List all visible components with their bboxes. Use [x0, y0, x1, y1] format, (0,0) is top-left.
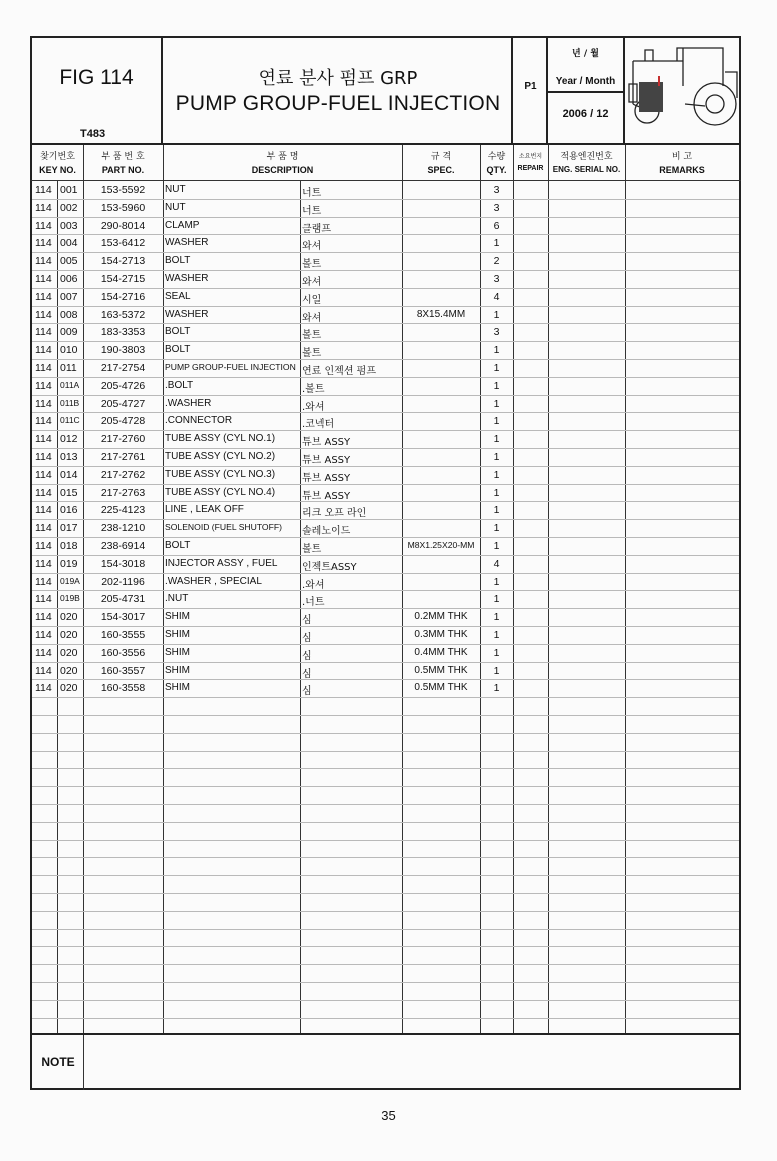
title-korean: 연료 분사 펌프 GRP [258, 68, 418, 89]
key-sub-cell: 019A [60, 575, 80, 586]
part-no-cell: 160-3558 [100, 682, 146, 695]
key-no-cell: 114 [35, 237, 52, 250]
part-no-cell: 205-4726 [100, 379, 146, 392]
part-no-cell: 160-3556 [100, 646, 146, 659]
table-row [32, 679, 739, 697]
quantity-cell: 1 [493, 646, 500, 659]
key-no-cell: 114 [35, 611, 52, 624]
grid-hline [32, 964, 739, 965]
description-cell: .NUT [165, 593, 189, 605]
title-cell [163, 36, 513, 144]
key-no-cell: 114 [35, 575, 52, 588]
key-no-cell: 114 [35, 273, 52, 285]
key-no-cell: 114 [35, 504, 52, 517]
description-kr-cell: 심 [302, 668, 312, 680]
key-sub-cell: 020 [60, 629, 78, 641]
quantity-cell: 1 [493, 682, 500, 695]
table-row [32, 323, 739, 341]
description-cell: WASHER [165, 273, 209, 284]
quantity-cell: 3 [493, 326, 500, 339]
key-sub-cell: 010 [60, 344, 78, 357]
key-sub-cell: 005 [60, 255, 78, 268]
figure-cell [30, 36, 163, 144]
key-no-cell: 114 [35, 326, 52, 339]
note-section [32, 1033, 739, 1090]
quantity-cell: 3 [493, 201, 500, 214]
description-kr-cell: 와셔 [302, 277, 322, 288]
description-kr-cell: 볼트 [302, 330, 322, 342]
part-no-cell: 217-2763 [100, 486, 146, 499]
description-cell: PUMP GROUP-FUEL INJECTION [165, 362, 296, 372]
key-sub-cell: 012 [60, 433, 78, 446]
part-no-cell: 217-2761 [100, 451, 146, 463]
key-no-cell: 114 [35, 201, 52, 214]
part-no-cell: 153-5592 [100, 184, 146, 196]
grid-hline [32, 786, 739, 787]
part-no-cell: 217-2754 [100, 362, 146, 374]
description-cell: SHIM [165, 646, 190, 658]
part-no-cell: 238-1210 [100, 522, 146, 535]
key-sub-cell: 017 [60, 522, 78, 535]
key-sub-cell: 009 [60, 326, 78, 339]
col-desc-kr: 부 품 명 [266, 152, 299, 162]
col-spec-kr: 규 격 [430, 152, 452, 162]
quantity-cell: 1 [493, 593, 500, 606]
quantity-cell: 1 [493, 397, 500, 410]
part-no-cell: 153-5960 [100, 201, 146, 214]
grid-hline [32, 911, 739, 912]
description-kr-cell: 튜브 ASSY [302, 490, 351, 502]
key-sub-cell: 016 [60, 504, 78, 517]
key-no-cell: 114 [35, 308, 52, 321]
key-sub-cell: 001 [60, 184, 78, 196]
table-row [32, 341, 739, 359]
year-month-label-kr: 년 / 월 [572, 49, 599, 59]
description-kr-cell: .와셔 [302, 579, 325, 591]
col-repair [513, 145, 548, 181]
col-repair-kr: 소요번지 [518, 153, 543, 160]
table-row [32, 395, 739, 413]
key-sub-cell: 006 [60, 273, 78, 285]
col-part-kr: 부 품 번 호 [101, 152, 145, 162]
part-no-cell: 225-4123 [100, 504, 146, 517]
description-kr-cell: 볼트 [302, 259, 322, 271]
part-no-cell: 154-2716 [100, 290, 146, 303]
key-sub-cell: 004 [60, 237, 78, 250]
spec-cell: M8X1.25X20-MM [407, 540, 475, 550]
description-kr-cell: 심 [302, 650, 312, 662]
description-cell: LINE , LEAK OFF [165, 504, 244, 516]
key-sub-cell: 020 [60, 664, 78, 677]
date-divider [548, 91, 623, 93]
key-no-cell: 114 [35, 646, 52, 659]
table-row [32, 217, 739, 235]
key-no-cell: 114 [35, 593, 52, 606]
title-english: PUMP GROUP-FUEL INJECTION [175, 92, 501, 115]
part-no-cell: 217-2760 [100, 433, 146, 446]
date-cell [548, 36, 625, 144]
figure-code: T483 [80, 128, 106, 140]
key-sub-cell: 007 [60, 290, 78, 303]
col-spec [402, 145, 480, 181]
grid-hline [32, 804, 739, 805]
col-spec-en: SPEC. [427, 165, 455, 175]
description-cell: BOLT [165, 255, 191, 267]
grid-hline [32, 751, 739, 752]
part-no-cell: 154-2715 [100, 273, 146, 285]
part-no-cell: 290-8014 [100, 219, 146, 232]
description-cell: BOLT [165, 540, 191, 551]
table-row [32, 181, 739, 199]
key-no-cell: 114 [35, 451, 52, 463]
description-kr-cell: 튜브 ASSY [302, 472, 351, 484]
description-cell: SHIM [165, 682, 190, 694]
part-no-cell: 238-6914 [100, 540, 146, 552]
key-sub-cell: 020 [60, 611, 78, 624]
key-sub-cell: 013 [60, 451, 78, 463]
table-row [32, 537, 739, 555]
table-row [32, 377, 739, 395]
description-kr-cell: 너트 [302, 205, 322, 217]
table-row [32, 590, 739, 608]
part-no-cell: 154-2713 [100, 255, 146, 268]
key-no-cell: 114 [35, 184, 52, 196]
col-remarks [625, 145, 739, 181]
part-no-cell: 190-3803 [100, 344, 146, 357]
grid-hline [32, 1018, 739, 1019]
col-serial [548, 145, 625, 181]
description-kr-cell: 인젝트ASSY [302, 561, 357, 573]
col-description [163, 145, 402, 181]
year-month-label-en: Year / Month [555, 76, 616, 87]
table-row [32, 412, 739, 430]
description-kr-cell: .볼트 [302, 383, 325, 395]
table-row [32, 662, 739, 680]
description-cell: BOLT [165, 326, 191, 338]
spec-cell: 8X15.4MM [416, 308, 466, 320]
quantity-cell: 1 [493, 575, 500, 588]
key-sub-cell: 014 [60, 468, 78, 481]
key-sub-cell: 011 [60, 362, 77, 374]
table-row [32, 234, 739, 252]
quantity-cell: 1 [493, 415, 500, 428]
part-no-cell: 153-6412 [100, 237, 146, 250]
key-sub-cell: 011A [60, 379, 80, 390]
spec-cell: 0.3MM THK [414, 629, 468, 640]
description-cell: BOLT [165, 344, 191, 356]
description-kr-cell: 볼트 [302, 544, 322, 555]
quantity-cell: 1 [493, 451, 500, 463]
table-row [32, 466, 739, 484]
quantity-cell: 1 [493, 362, 500, 374]
note-label: NOTE [41, 1055, 75, 1069]
grid-hline [32, 857, 739, 858]
quantity-cell: 1 [493, 540, 500, 552]
quantity-cell: 3 [493, 184, 500, 196]
key-no-cell: 114 [35, 557, 52, 570]
key-no-cell: 114 [35, 397, 52, 410]
grid-hline [32, 982, 739, 983]
col-serial-en: ENG. SERIAL NO. [552, 165, 621, 174]
page-code: P1 [524, 81, 537, 92]
part-no-cell: 160-3557 [100, 664, 146, 677]
key-no-cell: 114 [35, 433, 52, 446]
description-cell: TUBE ASSY (CYL NO.4) [165, 486, 276, 498]
quantity-cell: 1 [493, 237, 500, 250]
page-code-cell [513, 36, 548, 144]
col-qty-en: QTY. [486, 165, 507, 175]
part-no-cell: 160-3555 [100, 629, 146, 641]
grid-hline [32, 1000, 739, 1001]
col-repair-en: REPAIR [517, 165, 544, 172]
table-row [32, 199, 739, 217]
tractor-illustration [625, 36, 741, 144]
table-row [32, 252, 739, 270]
part-no-cell: 154-3018 [100, 557, 146, 570]
quantity-cell: 1 [493, 629, 500, 641]
note-label-cell [32, 1035, 84, 1090]
description-kr-cell: 와셔 [302, 241, 322, 253]
key-sub-cell: 011C [60, 415, 80, 426]
quantity-cell: 4 [493, 290, 500, 303]
grid-hline [32, 893, 739, 894]
key-no-cell: 114 [35, 664, 52, 677]
grid-hline [32, 715, 739, 716]
key-no-cell: 114 [35, 379, 52, 392]
description-cell: SHIM [165, 664, 190, 676]
description-kr-cell: 연료 인젝션 펌프 [302, 366, 376, 377]
quantity-cell: 4 [493, 557, 500, 570]
part-no-cell: 154-3017 [100, 611, 146, 624]
quantity-cell: 1 [493, 611, 500, 624]
key-no-cell: 114 [35, 219, 52, 232]
description-cell: TUBE ASSY (CYL NO.2) [165, 451, 276, 462]
header-block [30, 36, 741, 144]
table-row [32, 306, 739, 324]
quantity-cell: 1 [493, 433, 500, 446]
description-cell: .CONNECTOR [165, 415, 233, 427]
col-qty-kr: 수량 [487, 152, 506, 162]
part-no-cell: 183-3353 [100, 326, 146, 339]
key-no-cell: 114 [35, 362, 52, 374]
description-kr-cell: 솔레노이드 [302, 526, 351, 538]
col-remarks-kr: 비 고 [671, 152, 693, 162]
col-key-en: KEY NO. [39, 165, 76, 175]
table-row [32, 448, 739, 466]
quantity-cell: 6 [493, 219, 500, 232]
description-kr-cell: 볼트 [302, 348, 322, 360]
table-row [32, 359, 739, 377]
description-cell: CLAMP [165, 219, 200, 231]
description-kr-cell: 튜브 ASSY [302, 437, 351, 449]
key-no-cell: 114 [35, 344, 52, 357]
key-no-cell: 114 [35, 629, 52, 641]
spec-cell: 0.5MM THK [414, 682, 468, 694]
description-kr-cell: 시일 [302, 294, 322, 306]
quantity-cell: 1 [493, 664, 500, 677]
quantity-cell: 1 [493, 308, 500, 321]
quantity-cell: 1 [493, 486, 500, 499]
key-no-cell: 114 [35, 468, 52, 481]
description-cell: SEAL [165, 290, 191, 302]
table-row [32, 608, 739, 626]
key-sub-cell: 015 [60, 486, 78, 499]
key-no-cell: 114 [35, 540, 52, 552]
tractor-icon [625, 36, 739, 140]
key-no-cell: 114 [35, 255, 52, 268]
grid-hline [32, 733, 739, 734]
description-kr-cell: .너트 [302, 597, 325, 609]
description-kr-cell: 클램프 [302, 223, 331, 235]
key-no-cell: 114 [35, 486, 52, 499]
part-no-cell: 163-5372 [100, 308, 146, 321]
col-key [32, 145, 83, 181]
part-no-cell: 205-4731 [100, 593, 146, 606]
description-cell: .BOLT [165, 379, 194, 391]
description-cell: NUT [165, 184, 186, 195]
key-sub-cell: 019B [60, 593, 80, 604]
description-cell: WASHER [165, 308, 209, 320]
key-sub-cell: 008 [60, 308, 78, 321]
col-serial-kr: 적용엔진번호 [560, 152, 613, 162]
table-row [32, 573, 739, 591]
description-kr-cell: 심 [302, 615, 312, 627]
quantity-cell: 1 [493, 504, 500, 517]
description-kr-cell: 심 [302, 686, 312, 698]
description-kr-cell: .와셔 [302, 401, 325, 413]
key-sub-cell: 019 [60, 557, 78, 570]
quantity-cell: 1 [493, 379, 500, 392]
quantity-cell: 2 [493, 255, 500, 268]
col-key-kr: 찾기번호 [40, 152, 75, 162]
part-no-cell: 205-4728 [100, 415, 146, 428]
grid-hline [32, 822, 739, 823]
description-kr-cell: .코넥터 [302, 419, 335, 431]
part-no-cell: 202-1196 [101, 575, 145, 588]
description-kr-cell: 리크 오프 라인 [302, 508, 367, 520]
figure-label: FIG 114 [59, 66, 134, 89]
page-number: 35 [381, 1108, 396, 1123]
description-cell: TUBE ASSY (CYL NO.3) [165, 468, 276, 480]
table-row [32, 626, 739, 644]
description-cell: .WASHER , SPECIAL [165, 575, 262, 587]
key-sub-cell: 020 [60, 682, 78, 695]
table-row [32, 501, 739, 519]
grid-hline [32, 840, 739, 841]
col-remarks-en: REMARKS [659, 165, 705, 175]
key-sub-cell: 020 [60, 646, 78, 659]
col-part [83, 145, 163, 181]
issue-date: 2006 / 12 [562, 108, 609, 120]
grid-hline [32, 946, 739, 947]
description-cell: .WASHER [165, 397, 212, 409]
quantity-cell: 3 [493, 273, 500, 285]
grid-hline [32, 929, 739, 930]
key-no-cell: 114 [35, 290, 52, 303]
key-no-cell: 114 [35, 522, 52, 535]
spec-cell: 0.5MM THK [414, 664, 468, 676]
key-sub-cell: 003 [60, 219, 78, 232]
table-row [32, 484, 739, 502]
key-no-cell: 114 [35, 415, 52, 428]
quantity-cell: 1 [493, 522, 500, 535]
description-kr-cell: 와셔 [302, 312, 322, 324]
part-no-cell: 217-2762 [100, 468, 146, 481]
col-desc-en: DESCRIPTION [251, 165, 314, 175]
quantity-cell: 1 [493, 468, 500, 481]
description-kr-cell: 너트 [302, 188, 322, 199]
key-no-cell: 114 [35, 682, 52, 695]
col-qty [480, 145, 513, 181]
grid-hline [32, 875, 739, 876]
description-cell: SOLENOID (FUEL SHUTOFF) [165, 522, 282, 533]
spec-cell: 0.4MM THK [414, 646, 468, 658]
table-row [32, 555, 739, 573]
description-cell: SHIM [165, 629, 190, 640]
quantity-cell: 1 [493, 344, 500, 357]
table-row [32, 288, 739, 306]
table-row [32, 430, 739, 448]
description-cell: WASHER [165, 237, 209, 249]
table-row [32, 644, 739, 662]
description-cell: SHIM [165, 611, 190, 623]
table-row [32, 270, 739, 288]
key-sub-cell: 002 [60, 201, 78, 214]
description-cell: TUBE ASSY (CYL NO.1) [165, 433, 276, 445]
description-cell: NUT [165, 201, 186, 213]
description-kr-cell: 심 [302, 633, 312, 644]
grid-hline [32, 768, 739, 769]
key-sub-cell: 011B [60, 397, 80, 408]
table-row [32, 519, 739, 537]
col-part-en: PART NO. [101, 165, 145, 175]
part-no-cell: 205-4727 [100, 397, 146, 410]
description-kr-cell: 튜브 ASSY [302, 455, 351, 466]
key-sub-cell: 018 [60, 540, 78, 552]
description-cell: INJECTOR ASSY , FUEL [165, 557, 278, 569]
spec-cell: 0.2MM THK [414, 611, 468, 623]
